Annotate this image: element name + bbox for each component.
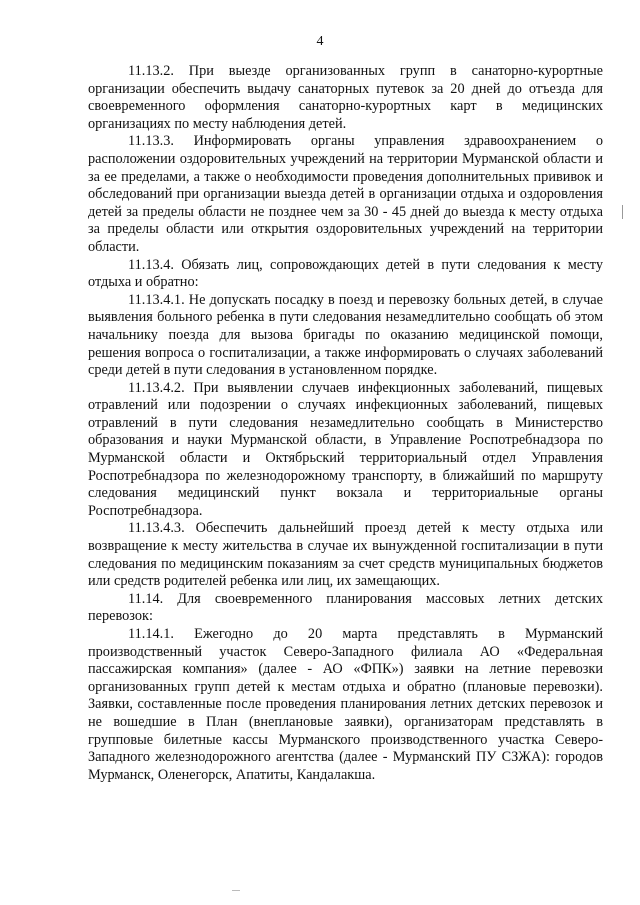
page-number: 4 bbox=[316, 34, 324, 49]
document-body bbox=[88, 63, 603, 784]
bottom-scan-mark bbox=[232, 890, 240, 891]
paragraph-11-13-4-3: 11.13.4.3. Обеспечить дальнейший проезд детей к месту отдыха или возвращение к месту жительства в случае их вынужденной госпитализации в пути следования по медицинским показаниям за счет средств муниципальных бюджетов или средств родителей ребенка или лиц, их замещающих. bbox=[88, 520, 603, 590]
paragraph-11-13-4-1: 11.13.4.1. Не допускать посадку в поезд и перевозку больных детей, в случае выявления больного ребенка в пути следования незамедлительно сообщать об этом начальнику поезда для вызова бригады по оказанию медицинской помощи, решения вопроса о госпитализации, а также информировать о случаях заболеваний среди детей в пути следования в установленном порядке. bbox=[88, 291, 603, 379]
paragraph-11-13-3: 11.13.3. Информировать органы управления здравоохранением о расположении оздоровительных учреждений на территории Мурманской области и за ее пределами, а также о необходимости проведения дополнительных прививок и обследований при организации выезда детей в организации отдыха и оздоровления детей за пределы области не позднее чем за 30 - 45 дней до выезда к месту отдыха за пределы области или открытия оздоровительных учреждений на территории области. bbox=[88, 133, 603, 255]
paragraph-11-13-4-2: 11.13.4.2. При выявлении случаев инфекционных заболеваний, пищевых отравлений или подозрении о случаях инфекционных заболеваний, пищевых отравлений в пути следования незамедлительно сообщать в Министерство образования и науки Мурманской области, в Управление Роспотребнадзора по Мурманской области и Октябрьский территориальный отдел Управления Роспотребнадзора по железнодорожному транспорту, в ближайший по маршруту следования медицинский пункт вокзала и территориальные органы Роспотребнадзора. bbox=[88, 379, 603, 519]
margin-scan-mark bbox=[622, 205, 623, 219]
paragraph-11-13-2: 11.13.2. При выезде организованных групп в санаторно-курортные организации обеспечить выдачу санаторных путевок за 20 дней до отъезда для своевременного оформления санаторно-курортных карт в медицинских организациях по месту наблюдения детей. bbox=[88, 63, 603, 132]
paragraph-11-14: 11.14. Для своевременного планирования массовых летних детских перевозок: bbox=[88, 590, 603, 625]
paragraph-11-14-1: 11.14.1. Ежегодно до 20 марта представлять в Мурманский производственный участок Северо-Западного филиала АО «Федеральная пассажирская компания» (далее - АО «ФПК») заявки на летние перевозки организованных групп детей к местам отдыха и обратно (плановые перевозки). Заявки, составленные после проведения планирования летних детских перевозок и не вошедшие в План (внеплановые заявки), организаторам представлять в групповые билетные кассы Мурманского производственного участка Северо-Западного железнодорожного агентства (далее - Мурманский ПУ СЗЖА): городов Мурманск, Оленегорск, Апатиты, Кандалакша. bbox=[88, 626, 603, 783]
paragraph-11-13-4: 11.13.4. Обязать лиц, сопровождающих детей в пути следования к месту отдыха и обратно: bbox=[88, 256, 603, 291]
